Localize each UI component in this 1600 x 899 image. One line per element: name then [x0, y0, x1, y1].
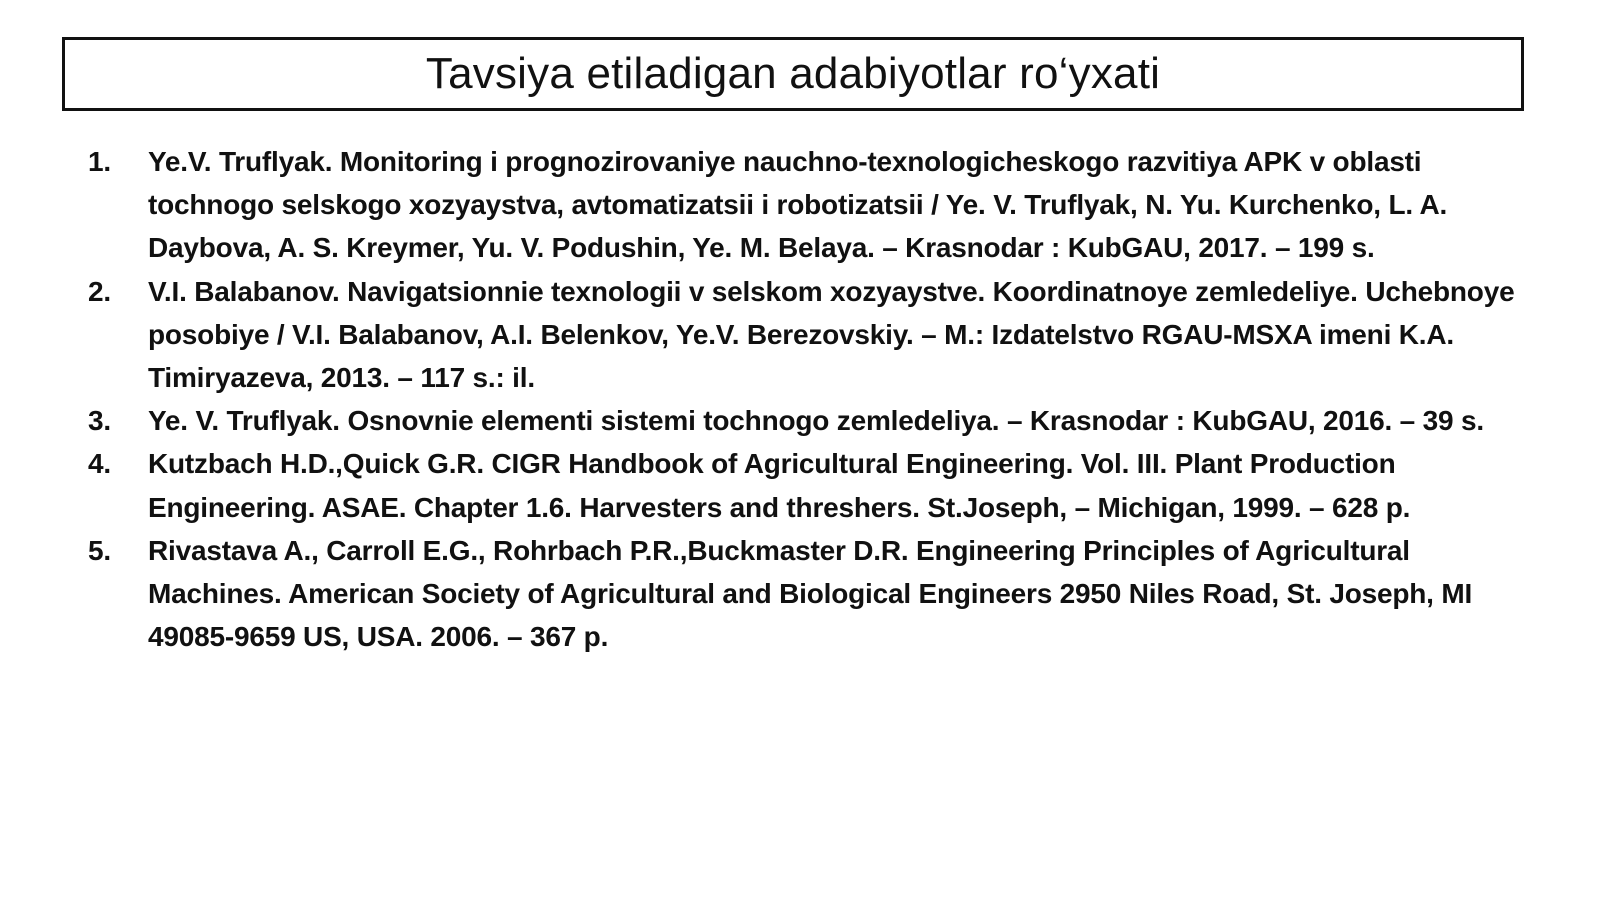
reference-item — [88, 270, 1518, 400]
reference-text: Kutzbach H.D.,Quick G.R. CIGR Handbook of Agricultural Engineering. Vol. III. Plant Production Engineering. ASAE. Chapter 1.6. Harvesters and threshers. St.Joseph, – Michigan, 1999. – 628 p. — [148, 448, 1411, 523]
reference-text: Ye. V. Truflyak. Osnovnie elementi sistemi tochnogo zemledeliya. – Krasnodar : KubGAU, 2016. – 39 s. — [148, 405, 1484, 437]
reference-number: 2. — [88, 275, 111, 307]
reference-item — [88, 140, 1518, 270]
title-box — [62, 37, 1524, 111]
reference-text: V.I. Balabanov. Navigatsionnie texnologii v selskom xozyaystve. Koordinatnoye zemledeliye. Uchebnoye posobiye / V.I. Balabanov, A.I. Belenkov, Ye.V. Berezovskiy. – M.: Izdatelstvo RGAU-MSXA imeni K.A. Timiryazeva, 2013. – 117 s.: il. — [148, 275, 1515, 394]
reference-text: Rivastava A., Carroll E.G., Rohrbach P.R.,Buckmaster D.R. Engineering Principles of Agricultural Machines. American Society of Agricultural and Biological Engineers 2950 Niles Road, St. Joseph, MI 49085-9659 US, USA. 2006. – 367 p. — [148, 534, 1473, 653]
reference-number: 4. — [88, 448, 111, 480]
reference-item — [88, 399, 1518, 442]
reference-item — [88, 442, 1518, 528]
reference-number: 1. — [88, 146, 111, 177]
reference-number: 3. — [88, 405, 111, 437]
reference-number: 5. — [88, 534, 111, 566]
reference-list — [88, 140, 1518, 658]
slide-title: Tavsiya etiladigan adabiyotlar ro‘yxati — [425, 49, 1161, 98]
reference-text: Ye.V. Truflyak. Monitoring i prognozirovaniye nauchno-texnologicheskogo razvitiya APK v oblasti tochnogo selskogo xozyaystva, avtomatizatsii i robotizatsii / Ye. V. Truflyak, N. Yu. Kurchenko, L. A. Daybova, A. S. Kreymer, Yu. V. Podushin, Ye. M. Belaya. – Krasnodar : KubGAU, 2017. – 199 s. — [148, 146, 1448, 264]
reference-item — [88, 529, 1518, 659]
